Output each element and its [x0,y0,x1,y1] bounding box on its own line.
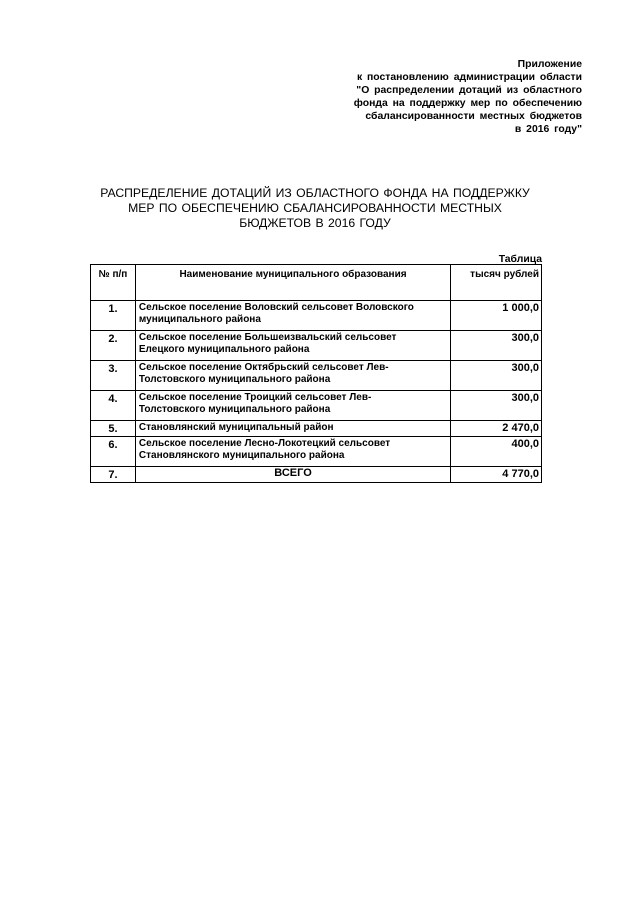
row-value: 300,0 [451,391,542,421]
row-name [135,301,450,331]
title-line: БЮДЖЕТОВ В 2016 ГОДУ [239,216,391,230]
row-name-line: муниципального района [138,314,261,325]
appendix-line: Приложение [517,59,582,70]
row-name [135,331,450,361]
table-row [91,437,542,467]
row-number: 1. [91,301,136,331]
table-row [91,421,542,437]
subsidy-table [90,264,542,483]
row-name [135,361,450,391]
row-name-line: Сельское поселение Лесно-Локотецкий сельсовет [138,438,391,449]
row-name-line: Сельское поселение Октябрьский сельсовет Лев- [138,362,389,373]
header-name: Наименование муниципального образования [135,265,450,301]
row-number: 6. [91,437,136,467]
row-value: 2 470,0 [451,421,542,437]
row-number: 4. [91,391,136,421]
row-number: 5. [91,421,136,437]
appendix-line: сбалансированности местных бюджетов [365,111,582,122]
header-amount: тысяч рублей [451,265,542,301]
row-name [135,421,450,437]
row-name-line: Елецкого муниципального района [138,344,310,355]
total-value: 4 770,0 [451,467,542,483]
title-line: РАСПРЕДЕЛЕНИЕ ДОТАЦИЙ ИЗ ОБЛАСТНОГО ФОНДА НА ПОДДЕРЖКУ [100,186,530,200]
appendix-line: фонда на поддержку мер по обеспечению [353,98,582,109]
row-name-line: Сельское поселение Воловский сельсовет Воловского [138,302,414,313]
appendix-line: "О распределении дотаций из областного [356,85,582,96]
table-header-row [91,265,542,301]
row-value: 400,0 [451,437,542,467]
table-row [91,361,542,391]
row-name-line: Становлянский муниципальный район [138,422,334,433]
row-name [135,437,450,467]
table-total-row [91,467,542,483]
row-number: 2. [91,331,136,361]
row-name-line: Становлянского муниципального района [138,450,345,461]
table-row [91,301,542,331]
appendix-line: в 2016 году" [514,124,582,135]
row-name-line: Сельское поселение Троицкий сельсовет Лев- [138,392,372,403]
appendix-block [282,58,582,136]
row-name-line: Толстовского муниципального района [138,404,331,415]
table-label: Таблица [498,254,542,265]
table-row [91,331,542,361]
total-number: 7. [91,467,136,483]
title-line: МЕР ПО ОБЕСПЕЧЕНИЮ СБАЛАНСИРОВАННОСТИ МЕСТНЫХ [128,201,502,215]
row-value: 300,0 [451,361,542,391]
row-number: 3. [91,361,136,391]
table-row [91,391,542,421]
header-number: № п/п [91,265,136,301]
row-value: 1 000,0 [451,301,542,331]
row-value: 300,0 [451,331,542,361]
appendix-line: к постановлению администрации области [356,72,582,83]
total-label: ВСЕГО [135,467,450,483]
row-name [135,391,450,421]
document-title [90,186,540,231]
row-name-line: Толстовского муниципального района [138,374,331,385]
row-name-line: Сельское поселение Большеизвальский сельсовет [138,332,397,343]
